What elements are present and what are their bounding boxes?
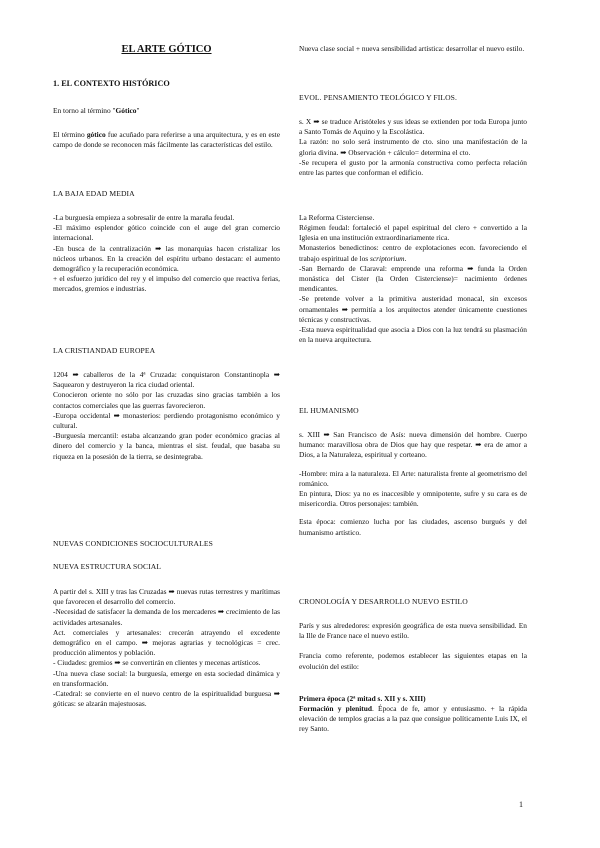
humanismo-body <box>299 430 527 538</box>
document-title: EL ARTE GÓTICO <box>121 44 212 55</box>
paragraph: s. XIII ➡ San Francisco de Asís: nueva dimensión del hombre. Cuerpo humano: maravillosa obra de Dios que hay que respetar. ➡ era de amor a Dios, a la Naturaleza, espiritual y corteano. <box>299 430 527 460</box>
paragraph: -San Bernardo de Claraval: emprende una reforma ➡ funda la Orden monástica del Cister (la Orden Cisterciense)= nacimiento órdenes mendicantes. <box>299 263 527 294</box>
top-line: Nueva clase social + nueva sensibilidad artística: desarrollar el nuevo estilo. <box>299 44 525 53</box>
paragraph: -Necesidad de satisfacer la demanda de los mercaderes ➡ crecimiento de las actividades artesanales. <box>53 607 280 627</box>
paragraph: Francia como referente, podemos establecer las siguientes etapas en la evolución del estilo: <box>299 651 527 671</box>
epoca-text: . Época de fe, amor y entusiasmo. + la rápida elevación de templos gracias a la paz que consigue políticamente Luis IX, el rey Santo. <box>299 704 527 734</box>
intro-post: " <box>136 106 140 115</box>
estructura-social-body <box>53 587 280 709</box>
paragraph: Act. comerciales y artesanales: crecerán atrayendo el excedente demográfico en el campo. ➡ mejoras agrarias y tecnológicas = crec. producción alimentos y población. <box>53 627 280 658</box>
section-heading-contexto: 1. EL CONTEXTO HISTÓRICO <box>53 79 170 88</box>
paragraph: -Burguesía mercantil: estaba alcanzando gran poder económico gracias al dinero del comercio y la banca, mientras el sist. feudal, que basaba su riqueza en la posesión de la tierra, se desintegraba. <box>53 431 280 461</box>
paragraph-end: . <box>404 253 407 263</box>
section-heading-nuevas-condiciones: NUEVAS CONDICIONES SOCIOCULTURALES <box>53 539 213 548</box>
paragraph: -Europa occidental ➡ monasterios: perdiendo protagonismo económico y cultural. <box>53 410 280 431</box>
cronologia-body <box>299 621 527 672</box>
epoca-bold-term: Formación y plenitud <box>299 704 372 713</box>
paragraph: A partir del s. XIII y tras las Cruzadas ➡ nuevas rutas terrestres y marítimas que favorecen el desarrollo del comercio. <box>53 587 280 607</box>
paragraph: s. X ➡ se traduce Aristóteles y sus ideas se extienden por toda Europa junto a Santo Tomás de Aquino y la Escolástica. <box>299 117 527 137</box>
subheading-reforma: La Reforma Cisterciense. <box>299 213 375 222</box>
paragraph: -El máximo esplendor gótico coincide con el auge del gran comercio internacional. <box>53 223 280 243</box>
section-heading-evolucion: EVOL. PENSAMIENTO TEOLÓGICO Y FILOS. <box>299 93 458 102</box>
paragraph-text: Monasterios benedictinos: centro de explotaciones econ. favoreciendo el trabajo espiritual de los <box>299 243 527 263</box>
paragraph: -Hombre: mira a la naturaleza. El Arte: naturalista frente al geometrismo del románico. <box>299 468 527 488</box>
p1-post: fue acuñado para referirse a una arquitectura, y es en este campo de donde se reconocen más fácilmente las características del estilo. <box>53 130 280 150</box>
paragraph: París y sus alrededores: expresión geográfica de esta nueva sensibilidad. En la Ille de France nace el nuevo estilo. <box>299 621 527 641</box>
page-number: 1 <box>519 800 523 809</box>
p1-term: gótico <box>86 130 106 139</box>
paragraph <box>299 243 527 263</box>
scriptorium-term: scriptorium <box>370 253 405 263</box>
paragraph: Conocieron oriente no sólo por las cruzadas sino gracias también a los contactos comerciales que las guerras favorecieron. <box>53 390 280 410</box>
intro-line <box>53 106 140 116</box>
p1-pre: El término <box>53 130 87 139</box>
paragraph: -La burguesía empieza a sobresalir de entre la maraña feudal. <box>53 213 235 222</box>
reforma-body <box>299 223 527 345</box>
intro-paragraph <box>53 130 280 150</box>
baja-edad-media-body <box>53 213 280 295</box>
section-heading-humanismo: EL HUMANISMO <box>299 406 359 415</box>
intro-term: Gótico <box>115 106 137 115</box>
paragraph: La razón: no solo será instrumento de cto. sino una manifestación de la gloria divina. ➡ Observación + cálculo= determina el cto. <box>299 137 527 157</box>
subheading-estructura-social: NUEVA ESTRUCTURA SOCIAL <box>53 562 162 571</box>
paragraph: + el esfuerzo jurídico del rey y el impulso del comercio que reactiva ferias, mercados, gremios e industrias. <box>53 274 280 294</box>
paragraph: -En busca de la centralización ➡ las monarquías hacen cristalizar los núcleos urbanos. En la creación del espíritu urbano destacan: el aumento demográfico y la recuperación económica. <box>53 243 280 274</box>
paragraph: 1204 ➡ caballeros de la 4ª Cruzada: conquistaron Constantinopla ➡ Saquearon y destruyeron la rica ciudad oriental. <box>53 370 280 390</box>
paragraph: En pintura, Dios: ya no es inaccesible y omnipotente, sufre y su cara es de misericordia. Otros personajes: también. <box>299 489 527 509</box>
paragraph: -Catedral: se convierte en el nuevo centro de la espiritualidad burguesa ➡ góticas: se alzarán majestuosas. <box>53 689 280 709</box>
paragraph: -Una nueva clase social: la burguesía, emerge en esta sociedad dinámica y en transformación. <box>53 668 280 688</box>
evolucion-body <box>299 117 527 178</box>
primera-epoca-paragraph <box>299 704 527 735</box>
section-heading-baja-edad-media: LA BAJA EDAD MEDIA <box>53 189 135 198</box>
paragraph: -Esta nueva espiritualidad que asocia a Dios con la luz tendrá su plasmación en la nueva arquitectura. <box>299 325 527 345</box>
paragraph: -Se recupera el gusto por la armonía constructiva como perfecta relación entre las partes que conforman el edificio. <box>299 157 527 178</box>
paragraph: - Ciudades: gremios ➡ se convertirán en clientes y mecenas artísticos. <box>53 658 261 668</box>
section-heading-cronologia: CRONOLOGÍA Y DESARROLLO NUEVO ESTILO <box>299 597 468 606</box>
section-heading-cristiandad: LA CRISTIANDAD EUROPEA <box>53 346 156 355</box>
paragraph: Esta época: comienzo lucha por las ciudades, ascenso burgués y del humanismo artístico. <box>299 517 527 537</box>
paragraph: -Se pretende volver a la primitiva austeridad monacal, sin excesos ornamentales ➡ permitía a los arquitectos atender únicamente cuestiones técnicas y constructivas. <box>299 294 527 324</box>
subheading-primera-epoca: Primera época (2ª mitad s. XII y s. XIII) <box>299 694 426 703</box>
paragraph: Régimen feudal: fortaleció el papel espiritual del clero + convertido a la Iglesia en una institución extraordinariamente rica. <box>299 223 527 243</box>
intro-pre: En torno al término " <box>53 106 116 115</box>
cristiandad-body <box>53 370 280 462</box>
